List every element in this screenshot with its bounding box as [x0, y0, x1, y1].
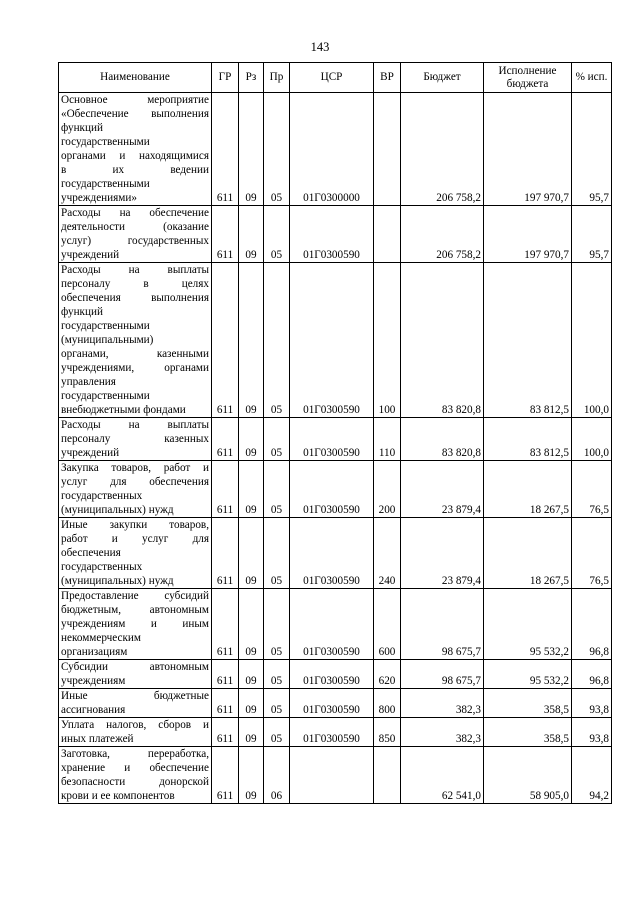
cell-percent: 76,5 [572, 518, 612, 589]
cell-pr: 05 [264, 689, 290, 718]
cell-vr: 850 [374, 718, 401, 747]
cell-execution: 95 532,2 [484, 660, 572, 689]
cell-rz: 09 [239, 660, 264, 689]
cell-csr: 01Г0300590 [290, 718, 374, 747]
row-name-line: хранение и обеспечение [61, 762, 209, 774]
cell-csr: 01Г0300590 [290, 660, 374, 689]
cell-csr: 01Г0300590 [290, 263, 374, 418]
row-name-line: Уплата налогов, сборов и [61, 719, 209, 731]
row-name-line: учреждениям [61, 675, 126, 687]
cell-gr: 611 [212, 689, 239, 718]
row-name-line: Заготовка, переработка, [61, 748, 209, 760]
row-name-line: в их ведении [61, 164, 209, 176]
row-name-line: учреждений [61, 249, 120, 261]
row-name-line: функций [61, 122, 103, 134]
row-name-line: государственными [61, 136, 150, 148]
cell-percent: 93,8 [572, 718, 612, 747]
row-name-line: Закупка товаров, работ и [61, 462, 209, 474]
cell-pr: 05 [264, 418, 290, 461]
cell-gr: 611 [212, 418, 239, 461]
cell-csr: 01Г0300590 [290, 418, 374, 461]
row-name-cell [59, 461, 212, 518]
table-row [59, 461, 612, 518]
header-gr: ГР [212, 63, 239, 93]
row-name-cell [59, 718, 212, 747]
cell-gr: 611 [212, 589, 239, 660]
cell-vr [374, 206, 401, 263]
cell-rz: 09 [239, 718, 264, 747]
row-name-line: «Обеспечение выполнения [61, 108, 209, 120]
cell-percent: 94,2 [572, 747, 612, 804]
header-percent: % исп. [572, 63, 612, 93]
cell-execution: 358,5 [484, 689, 572, 718]
cell-execution: 18 267,5 [484, 518, 572, 589]
cell-pr: 05 [264, 461, 290, 518]
row-name-line: (муниципальных) нужд [61, 504, 174, 516]
row-name-line: обеспечения [61, 547, 121, 559]
row-name-line: функций [61, 306, 103, 318]
header-csr: ЦСР [290, 63, 374, 93]
cell-percent: 96,8 [572, 660, 612, 689]
cell-csr: 01Г0300590 [290, 518, 374, 589]
table-row [59, 263, 612, 418]
cell-execution: 197 970,7 [484, 93, 572, 206]
row-name-line: Основное мероприятие [61, 94, 209, 106]
row-name-line: государственными [61, 390, 150, 402]
header-rz: Рз [239, 63, 264, 93]
cell-vr: 620 [374, 660, 401, 689]
cell-budget: 62 541,0 [401, 747, 484, 804]
cell-rz: 09 [239, 747, 264, 804]
cell-rz: 09 [239, 689, 264, 718]
cell-vr [374, 93, 401, 206]
cell-vr: 100 [374, 263, 401, 418]
row-name-line: Расходы на обеспечение [61, 207, 209, 219]
cell-pr: 05 [264, 518, 290, 589]
cell-execution: 358,5 [484, 718, 572, 747]
header-budget: Бюджет [401, 63, 484, 93]
cell-rz: 09 [239, 206, 264, 263]
table-row [59, 518, 612, 589]
row-name-line: обеспечения выполнения [61, 292, 209, 304]
row-name-line: (муниципальными) [61, 334, 154, 346]
cell-gr: 611 [212, 461, 239, 518]
cell-csr: 01Г0300590 [290, 461, 374, 518]
table-row [59, 718, 612, 747]
cell-pr: 05 [264, 206, 290, 263]
row-name-line: государственными [61, 178, 150, 190]
row-name-line: организациям [61, 646, 128, 658]
row-name-line: государственными [61, 320, 150, 332]
cell-execution: 18 267,5 [484, 461, 572, 518]
row-name-cell [59, 660, 212, 689]
row-name-line: Иные бюджетные [61, 690, 209, 702]
header-execution: Исполнение бюджета [484, 63, 572, 93]
cell-rz: 09 [239, 589, 264, 660]
row-name-line: учреждениями, органами [61, 362, 209, 374]
cell-csr: 01Г0300000 [290, 93, 374, 206]
row-name-line: деятельности (оказание [61, 221, 209, 233]
cell-pr: 05 [264, 263, 290, 418]
cell-percent: 93,8 [572, 689, 612, 718]
cell-execution: 83 812,5 [484, 263, 572, 418]
cell-rz: 09 [239, 93, 264, 206]
cell-vr [374, 747, 401, 804]
table-row [59, 660, 612, 689]
cell-rz: 09 [239, 461, 264, 518]
cell-percent: 100,0 [572, 263, 612, 418]
cell-gr: 611 [212, 263, 239, 418]
cell-percent: 96,8 [572, 589, 612, 660]
row-name-line: государственных [61, 490, 143, 502]
row-name-line: работ и услуг для [61, 533, 209, 545]
table-row [59, 418, 612, 461]
table-row [59, 206, 612, 263]
cell-budget: 382,3 [401, 718, 484, 747]
row-name-line: внебюджетными фондами [61, 404, 186, 416]
cell-gr: 611 [212, 747, 239, 804]
row-name-cell [59, 206, 212, 263]
row-name-cell [59, 263, 212, 418]
row-name-line: услуг для обеспечения [61, 476, 209, 488]
row-name-cell [59, 589, 212, 660]
row-name-line: безопасности донорской [61, 776, 209, 788]
row-name-line: Расходы на выплаты [61, 264, 209, 276]
row-name-cell [59, 418, 212, 461]
cell-pr: 05 [264, 718, 290, 747]
row-name-cell [59, 747, 212, 804]
table-row [59, 689, 612, 718]
row-name-line: ассигнования [61, 704, 126, 716]
cell-vr: 240 [374, 518, 401, 589]
cell-execution: 95 532,2 [484, 589, 572, 660]
row-name-line: Предоставление субсидий [61, 590, 209, 602]
table-row [59, 747, 612, 804]
cell-percent: 95,7 [572, 93, 612, 206]
cell-execution: 197 970,7 [484, 206, 572, 263]
row-name-line: некоммерческим [61, 632, 141, 644]
cell-percent: 95,7 [572, 206, 612, 263]
row-name-cell [59, 518, 212, 589]
cell-budget: 206 758,2 [401, 206, 484, 263]
row-name-line: Иные закупки товаров, [61, 519, 209, 531]
cell-vr: 600 [374, 589, 401, 660]
row-name-line: учреждений [61, 447, 120, 459]
cell-pr: 05 [264, 660, 290, 689]
page-number: 143 [310, 40, 330, 54]
row-name-line: крови и ее компонентов [61, 790, 175, 802]
cell-budget: 98 675,7 [401, 660, 484, 689]
cell-budget: 83 820,8 [401, 263, 484, 418]
row-name-line: учреждениям и иным [61, 618, 209, 630]
row-name-line: органами, казенными [61, 348, 209, 360]
row-name-line: персоналу казенных [61, 433, 209, 445]
cell-pr: 05 [264, 93, 290, 206]
cell-execution: 58 905,0 [484, 747, 572, 804]
cell-vr: 800 [374, 689, 401, 718]
header-row [59, 63, 612, 93]
row-name-line: органами и находящимися [61, 150, 209, 162]
cell-budget: 23 879,4 [401, 518, 484, 589]
cell-csr: 01Г0300590 [290, 689, 374, 718]
cell-vr: 110 [374, 418, 401, 461]
cell-gr: 611 [212, 518, 239, 589]
cell-pr: 05 [264, 589, 290, 660]
row-name-line: бюджетным, автономным [61, 604, 209, 616]
cell-csr: 01Г0300590 [290, 589, 374, 660]
table-row [59, 589, 612, 660]
header-pr: Пр [264, 63, 290, 93]
row-name-line: Субсидии автономным [61, 661, 209, 673]
row-name-cell [59, 689, 212, 718]
row-name-line: иных платежей [61, 733, 134, 745]
header-vr: ВР [374, 63, 401, 93]
budget-table [58, 62, 612, 804]
row-name-cell [59, 93, 212, 206]
cell-gr: 611 [212, 93, 239, 206]
cell-execution: 83 812,5 [484, 418, 572, 461]
row-name-line: Расходы на выплаты [61, 419, 209, 431]
cell-rz: 09 [239, 418, 264, 461]
row-name-line: услуг) государственных [61, 235, 209, 247]
table-body [59, 93, 612, 804]
row-name-line: управления [61, 376, 116, 388]
cell-csr [290, 747, 374, 804]
cell-budget: 98 675,7 [401, 589, 484, 660]
cell-gr: 611 [212, 660, 239, 689]
cell-rz: 09 [239, 263, 264, 418]
cell-percent: 100,0 [572, 418, 612, 461]
row-name-line: государственных [61, 561, 143, 573]
cell-pr: 06 [264, 747, 290, 804]
row-name-line: персоналу в целях [61, 278, 209, 290]
header-name: Наименование [59, 63, 212, 93]
cell-gr: 611 [212, 206, 239, 263]
cell-budget: 83 820,8 [401, 418, 484, 461]
cell-percent: 76,5 [572, 461, 612, 518]
cell-budget: 206 758,2 [401, 93, 484, 206]
cell-vr: 200 [374, 461, 401, 518]
row-name-line: учреждениями» [61, 192, 137, 204]
table-row [59, 93, 612, 206]
cell-csr: 01Г0300590 [290, 206, 374, 263]
cell-rz: 09 [239, 518, 264, 589]
cell-budget: 23 879,4 [401, 461, 484, 518]
row-name-line: (муниципальных) нужд [61, 575, 174, 587]
cell-budget: 382,3 [401, 689, 484, 718]
cell-gr: 611 [212, 718, 239, 747]
